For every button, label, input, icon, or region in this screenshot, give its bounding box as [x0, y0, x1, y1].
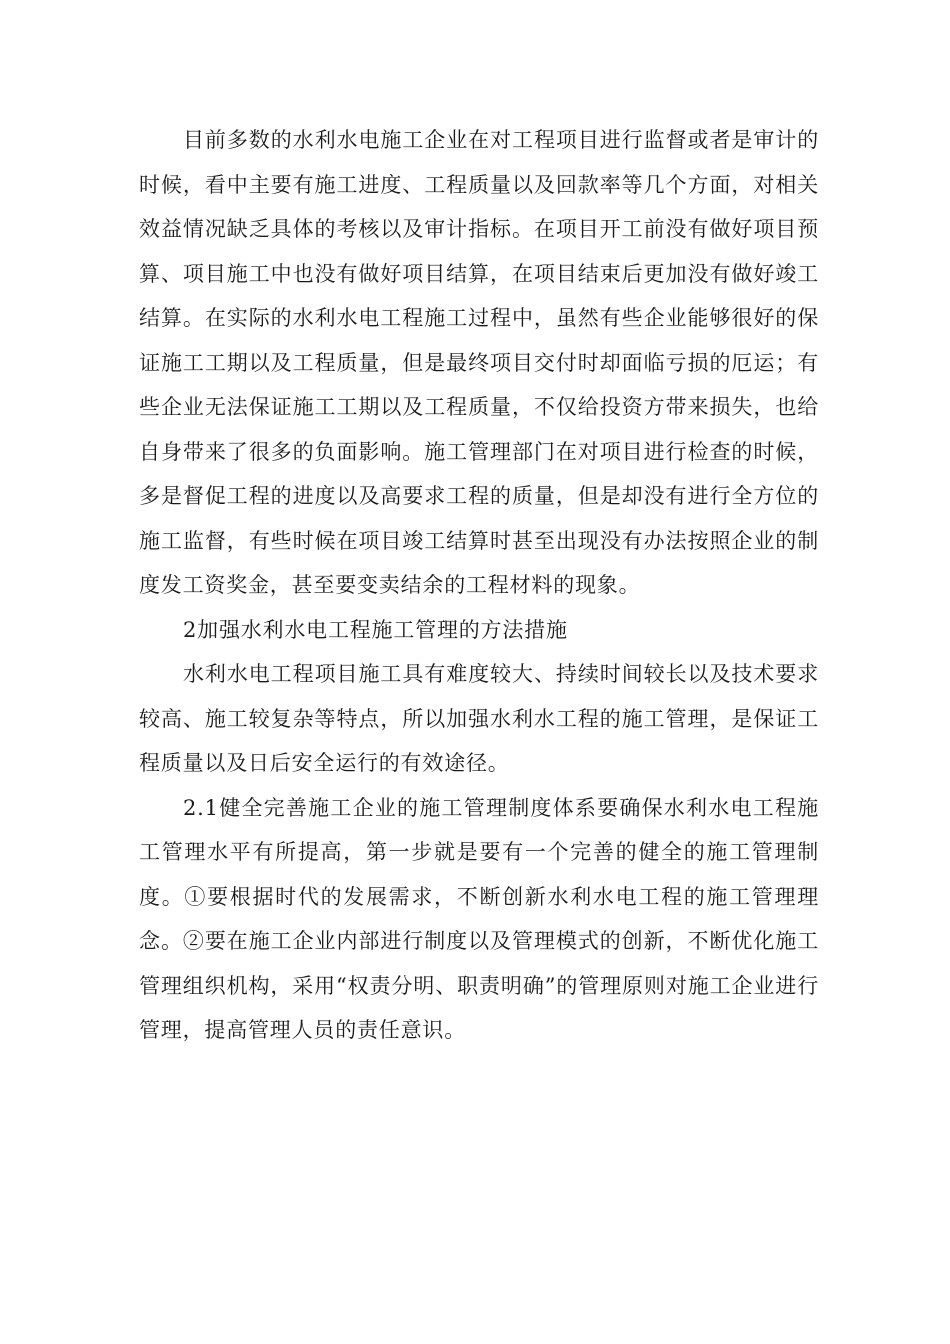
paragraph-management-system: 2.1健全完善施工企业的施工管理制度体系要确保水利水电工程施工管理水平有所提高，第一步就是要有一个完善的健全的施工管理制度。①要根据时代的发展需求，不断创新水利水电工程的施工管理理念。②要在施工企业内部进行制度以及管理模式的创新，不断优化施工管理组织机构，采用“权责分明、职责明确”的管理原则对施工企业进行管理，提高管理人员的责任意识。	[139, 795, 819, 1042]
paragraph-project-characteristics: 水利水电工程项目施工具有难度较大、持续时间较长以及技术要求较高、施工较复杂等特点，所以加强水利水工程的施工管理，是保证工程质量以及日后安全运行的有效途径。	[139, 662, 819, 775]
paragraph-project-supervision: 目前多数的水利水电施工企业在对工程项目进行监督或者是审计的时候，看中主要有施工进度、工程质量以及回款率等几个方面，对相关效益情况缺乏具体的考核以及审计指标。在项目开工前没有做好项目预算、项目施工中也没有做好项目结算，在项目结束后更加没有做好竣工结算。在实际的水利水电工程施工过程中，虽然有些企业能够很好的保证施工工期以及工程质量，但是最终项目交付时却面临亏损的厄运；有些企业无法保证施工工期以及工程质量，不仅给投资方带来损失，也给自身带来了很多的负面影响。施工管理部门在对项目进行检查的时候，多是督促工程的进度以及高要求工程的质量，但是却没有进行全方位的施工监督，有些时候在项目竣工结算时甚至出现没有办法按照企业的制度发工资奖金，甚至要变卖结余的工程材料的现象。	[139, 128, 819, 597]
document-body	[139, 118, 819, 1053]
section-heading-methods: 2加强水利水电工程施工管理的方法措施	[183, 617, 568, 642]
